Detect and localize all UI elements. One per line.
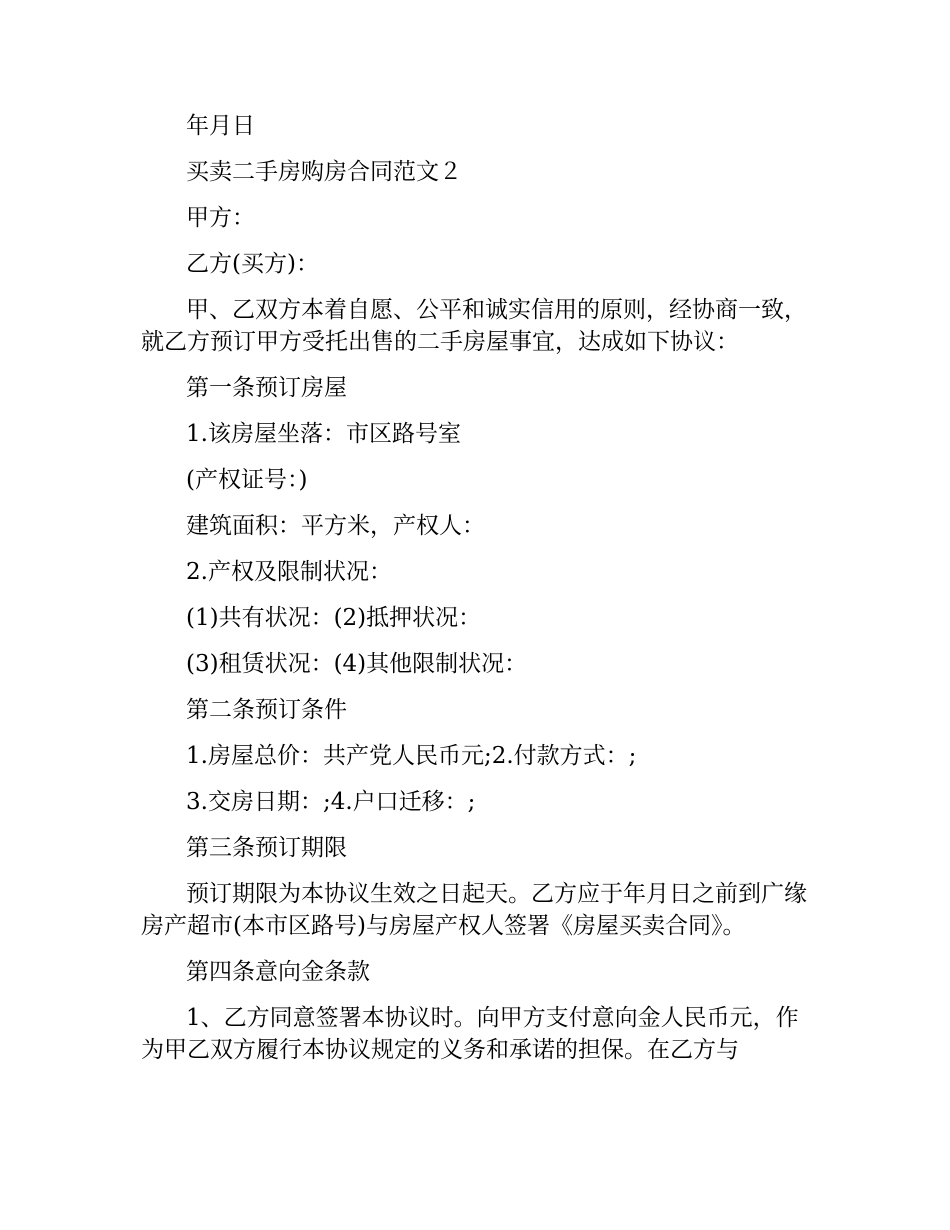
party-b-line: 乙方(买方)： <box>186 251 319 277</box>
deposit-paragraph: 1、乙方同意签署本协议时。向甲方支付意向金人民币元，作为甲乙双方履行本协议规定的义务和承诺的担保。在乙方与 <box>141 1005 799 1063</box>
date-line: 年月日 <box>186 113 255 139</box>
document-title: 买卖二手房购房合同范文２ <box>186 159 462 185</box>
article-1-heading: 第一条预订房屋 <box>186 375 347 401</box>
reservation-period-paragraph: 预订期限为本协议生效之日起天。乙方应于年月日之前到广缘房产超市(本市区路号)与房屋产权人签署《房屋买卖合同》。 <box>141 881 807 939</box>
property-restrictions-line: 2.产权及限制状况： <box>186 559 392 585</box>
co-ownership-mortgage-line: (1)共有状况：(2)抵押状况： <box>186 605 482 631</box>
document-body <box>141 110 821 1080</box>
lease-other-restrictions-line: (3)租赁状况：(4)其他限制状况： <box>186 651 528 677</box>
delivery-household-line: 3.交房日期：;4.户口迁移：; <box>186 789 476 815</box>
article-4-heading: 第四条意向金条款 <box>186 959 370 985</box>
price-payment-line: 1.房屋总价：共产党人民币元;2.付款方式：; <box>186 743 637 769</box>
preamble-paragraph: 甲、乙双方本着自愿、公平和诚实信用的原则，经协商一致，就乙方预订甲方受托出售的二手房屋事宜，达成如下协议： <box>141 297 807 355</box>
party-a-line: 甲方： <box>186 205 255 231</box>
building-area-line: 建筑面积：平方米，产权人： <box>186 513 485 539</box>
article-3-heading: 第三条预订期限 <box>186 835 347 861</box>
certificate-number-line: (产权证号：) <box>186 467 308 493</box>
property-location-line: 1.该房屋坐落：市区路号室 <box>186 421 461 447</box>
article-2-heading: 第二条预订条件 <box>186 697 347 723</box>
